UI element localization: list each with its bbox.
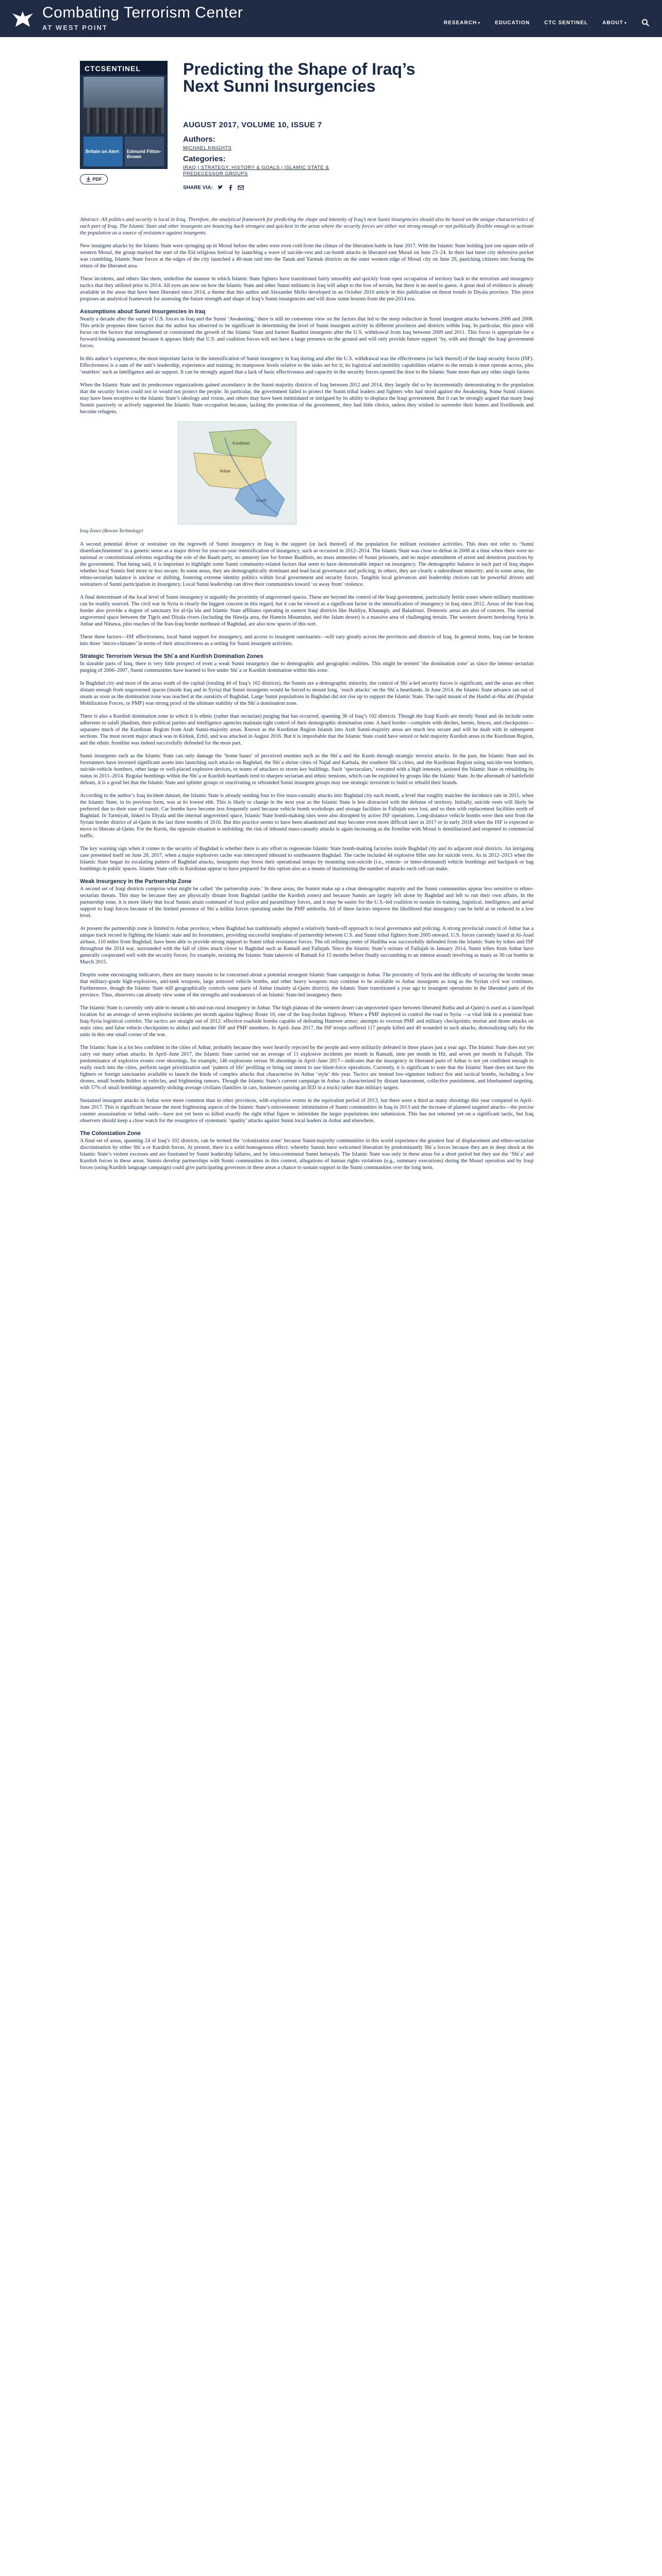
paragraph: In this author’s experience, the most important factor in the intensification of Sunni insurgency in Iraq during and after the U.S. withdrawal was the effectiveness (or lack thereof) of the Iraqi security forces (ISF). Effectiveness is a sum of the unit’s leadership, experience and training; its manpower levels relative to the tasks set for it; its logistical and mobility capabilities relative to the terrain it must operate across, plus ‘enablers’ such as intelligence and air support. It can be strongly argued that a lack of basic effectiveness and capacity in the security forces opened the door to the Islamic State more than any other single factor. <box>80 356 534 375</box>
share-label: SHARE VIA: <box>183 184 213 191</box>
map-label-center: Anbar <box>220 469 231 473</box>
authors-label: Authors: <box>183 135 216 144</box>
paragraph: There is also a Kurdish domination zone in which it is ethnic (rather than sectarian) purging that has occurred, spanning 36 of Iraq’s 102 districts. Though the Iraqi Kurds are mostly Sunni and do include some adherents to salafi jihadism, their political parties and intelligence agencies maintain tight control of their demographic domination zone. A hard border—complete with ditches, berms, fences, and checkpoints—separates much of the Kurdistan Region from Arab Sunni-majority areas. Known as the Kurdistan Region Islands into Arab Sunni-majority areas are much less secure and will be dealt with in subsequent sections. The most recent major attack was in Kirkuk, Erbil, and was attacked in August 2016. But it is improbable that the Islamic State could have seized or held majority Kurdish areas in the Kurdistan Region, and the ethnic frontline was indeed successfully defended for the most part. <box>80 714 534 746</box>
facebook-icon[interactable] <box>227 184 234 191</box>
paragraph: When the Islamic State and its predecessor organizations gained ascendancy in the Sunni majority districts of Iraq between 2012 and 2014, they largely did so by incrementally demonstrating to the population that the security forces could not or would not protect the people. In particular, the government failed to protect the Sunni tribal leaders and fighters who had stood against the Awakening. Some Sunni citizens may have been receptive to the Islamic State’s ideology and vision, and others may have been intimidated or intrigued by its ability to displace the Iraqi government. But it can be strongly argued that many Iraqi Sunnis passively or actively supported the Islamic State occupation because, lacking the protection of the government, they had little choice, unless they wished to surrender their homes and livelihoods and become refugees. <box>80 382 534 415</box>
categories-label: Categories: <box>183 155 226 163</box>
paragraph: According to the author’s Iraq incident dataset, the Islamic State is already sending four to five mass-casualty attacks into Baghdad city each month, a level that roughly matches the incidence rate in 2011, when the Islamic State, in its previous form, was at its lowest ebb. This is likely to change in the next year as the Islamic State is less distracted with the defense of territory. Initially, suicide vests will likely be preferred due to their ease of transit. Car bombs have become less frequently used because vehicle bomb workshops and storage facilities in Fallujah were lost, and so then with replacement facilities north of Baghdad. In Tarmiyah, linked to Diyala and the internal ungoverned space, Islamic State bomb-making sites were also disrupted by active ISF operations. Long-distance vehicle bombs were then sent from the Syrian border district of al-Qaim in the last three months of 2016. But this practice seems to have been abandoned and may become even more difficult later in 2017 or in early 2018 when the ISF is expected to move to liberate al-Qaim. For the Kurds, the opposite situation is unfolding: the risk of inbound mass-casualty attacks is again increasing as the frontline with Mosul is demilitarized and reopened to commercial traffic. <box>80 793 534 839</box>
paragraph: A final set of areas, spanning 24 of Iraq’s 102 districts, can be termed the ‘colonization zone’ because Sunni-majority communities in this world experience the greatest fear of displacement and ethno-sectarian discrimination by either Shi`a or Kurdish forces. At present, there is a solid homogenous effect: whereby Sunnis have welcomed liberation by predominantly Shi`a forces because they are in deep shock at the Islamic State’s violent excesses and are frustrated by Sunni leadership failures, and by intra-communal Sunni betrayals. The Islamic State was only in these areas for a short period but they use the ‘Shi`a’ and Kurdish forces in these areas. Sunnis develop partnerships with Sunni communities in this context, allegations of human rights violations (e.g., summary executions) during the Mosul operation and by Iraqi forces (using Kurdish language campaign) could give participating governors in these areas a chance to sustain support in the Sunni communities over the long term. <box>80 1138 534 1171</box>
paragraph: A second potential driver or restrainer on the regrowth of Sunni insurgency in Iraq is the support (or lack thereof) of the population for militant resistance activities. This does not refer to ‘Sunni disenfranchisement’ in a generic sense as a major driver for year-on-year intensification of insurgency, such as occurred in 2012–2014. The Islamic State was close to defeat in 2008 at a time when there were no national or constitutional reforms regarding the role of the Baath party, no amnesty law for former Baathists, no mass amnesties of Sunni prisoners, and no major amendment of arrest and detention practices by the government. That being said, it is important to highlight some Sunni community-related factors that seem to have demonstrable impact on insurgency. The demographic balance in each part of Iraq shapes whether local Sunnis feel more or less secure. In some areas, they are demographically dominant and lead local governance and policing; in others, they are clearly a subordinate minority; and in some areas, the ethno-sectarian balance is unclear or shifting, fostering extreme identity politics within local government and security forces. Tangible local grievances and leadership choices can be powerful drivers and restrainers of Sunni participation in insurgency. Local Sunni leadership can drive their communities toward ‘or away from’ violence. <box>80 541 534 587</box>
section-heading: Strategic Terrorism Versus the Shi`a and Kurdish Domination Zones <box>80 653 263 659</box>
paragraph: At present the partnership zone is limited to Anbar province, where Baghdad has traditionally adopted a relatively hands-off approach to local governance and policing. A strong provincial council of Anbar has a unique track record in fighting the Islamic state and its forerunners, providing successful templates of partnership between U.S. and Sunni tribal fighters from 2005 onward. U.S. forces currently based at Al-Asad airbase, 110 miles from Baghdad, have been able to provide strong support to Sunni tribal resistance forces. The oil refining center of Haditha was successfully defended from the Islamic State by tribes and ISF throughout the 2014 war, surrounded with the fall of cities much closer to Baghdad such as Ramadi and Fallujah. Since the Islamic State’s seizure of Fallujah in January 2014, Sunni tribes from Anbar have generally cooperated well with the security forces; for example, resisting the Islamic State takeover of Ramadi for 15 months before finally succumbing to an intense assault involving as many as 30 car bombs in March 2015. <box>80 926 534 965</box>
nav-item-ctc-sentinel[interactable]: CTC SENTINEL <box>544 20 588 26</box>
paragraph: Sustained insurgent attacks in Anbar were more common than in other provinces, with explosive events in the equivalent period of 2013, but there were a third as many shootings this year compared to April–June 2017. This is significant because the most frightening aspects of the Islamic State’s reinvestment: intimidation of Sunni communities in Iraq in 2013 and the increase of planned targeted attacks—the precise counter assassination or lethal raids—have not yet been so killed exactly the right tribal figure to intimidate the larger populations into submission. This has not returned yet on a significant tactic, but Iraq observers should keep a close watch for the resurgence of systematic ‘quality’ attacks against Sunni local leaders in Anbar and elsewhere. <box>80 1098 534 1124</box>
chevron-down-icon: ▾ <box>624 20 627 25</box>
paragraph: The Islamic State is a lot less confident in the cities of Anbar, probably because they were heavily rejected by the people and were militarily defeated in these places just a year ago. The Islamic State does not yet carry out many urban attacks. In April–June 2017, the Islamic State carried out an average of 11 explosive incidents per month in Ramadi, nine per month in Hit, and seven per month in Fallujah. The predominance of explosive events over shootings, for example, 146 explosions versus 36 shootings in April–June 2017—indicates that the insurgency in liberated parts of Anbar is not yet confident enough to really reach into the cities, perform target prioritization and ‘pattern of life’ profiling or bring out intent to use blunt-force operations. Currently, it is significant to note that the Islamic State does not have the fighters or foreign sanctuaries available to launch the kinds of complex attacks that characterize its Anbar ‘style’ this year. Tactics are instead low-signature indirect fire and tactical bombs, including a few drones, small bombs hidden in vehicles, and frightening rumors. Though the Islamic State’s current campaign in Anbar is characterized by distant harassment, collective punishment, and bluebanned targeting, with 57% of small bombings apparently striking average civilians (families in cars, businesses passing an IED in a truck) rather than military targets. <box>80 1045 534 1091</box>
cover-photo <box>84 77 164 133</box>
nav-item-education[interactable]: EDUCATION <box>494 20 530 26</box>
map-caption: Iraq Zones (Rowan Technology) <box>80 529 143 534</box>
paragraph: Sunni insurgents such as the Islamic State can only damage the ‘home bases’ of perceived enemies such as the Shi`a and the Kurds through strategic terrorist attacks. In the past, the Islamic State and its forerunners have invested significant assets into launching such attacks on Baghdad, the Shi`a shrine cities of Najaf and Karbala, the southern Shi`a cities, and the Kurdistan Region using suicide-vest bombers, suicide-vehicle bombers, other large or well-placed explosive devices, or teams of attackers to storm key buildings. Such ‘spectaculars,’ executed with a high intensity, assisted the Islamic State in rebuilding its status in 2011–2014. Regular bombings within the Shi`a or Kurdish heartlands tend to sharpen sectarian and ethnic tensions, which can be exploited by groups like the Islamic State. In the aftermath of battlefield defeats, it is a good bet that the Islamic State and splinter groups or reactivating or rebranded Sunni insurgent groups may use strategic terrorism to build or rebuild their brands. <box>80 753 534 786</box>
email-icon[interactable] <box>238 184 244 191</box>
paragraph: A final determinant of the local level of Sunni insurgency is arguably the proximity of ungoverned spaces. These are beyond the control of the Iraqi government, particularly fertile zones where military munitions can be readily sourced. The civil war in Syria is clearly the biggest concern in this regard, but it can be viewed as a significant factor in the intensification of insurgency in Iraq since 2012. Areas of the Iran-Iraq border also provide a degree of sanctuary for al-Qa`ida and Islamic State affiliates operating in eastern Iraqi districts like Haidiya, Khanaqin, and Baladrouz. Domestic areas are also of concern. The internal ungoverned space between the Tigris and Diyala rivers (including the Hawija area, the Hamrin Mountains, and the Jalam desert) is a massive area of challenging terrain. The western deserts bordering Syria in Anbar and Ninawa, plus reaches of the Iran-Iraq border northeast of Baghdad, are also now spaces of this sort. <box>80 595 534 627</box>
paragraph: The key warning sign when it comes to the security of Baghdad is whether there is any effort to regenerate Islamic State bomb-making factories inside Baghdad city and its adjacent rural districts. An intriguing case presented itself on June 28, 2017, when a major explosives cache was intercepted inbound to southeastern Baghdad. The cache included 44 explosive filler sets for suicide vests. As in 2012–2013 when the Islamic State began its escalating pattern of Baghdad attacks, insurgents may boost their operational tempo by mounting non-suicide (i.e., remote- or timer-detonated) vehicle bombings and backpack or bag bombings in public spaces. Islamic State cells in Kurdistan appear to have prepared for this option also as a means of maximizing the number of attacks each cell can make. <box>80 846 534 872</box>
section-heading: Assumptions about Sunni Insurgencies in Iraq <box>80 309 206 315</box>
paragraph: These three factors—ISF effectiveness, local Sunni support for insurgency, and access to insurgent sanctuaries—will vary greatly across the provinces and districts of Iraq. In general terms, Iraq can be broken into three ‘micro-climates’ in terms of their attractiveness as a setting for Sunni insurgent activities. <box>80 634 534 647</box>
pdf-download-button[interactable] <box>80 174 108 184</box>
paragraph: The Islamic State is currently only able to mount a hit-and-run rural insurgency in Anbar. The high plateau of the western desert can unpoverted space between liberated Rutba and al-Qaim) is used as a launchpad location for an average of seven explosive incidents per month against highway Route 10, one of the Iraq-Jordan highway. Where a PMF deployed to control the road to Syria —a vital link in a potential Iran-Iraq-Syria logistical corridor. The tactics are straight out of 2012: effective roadside bombs capable of defeating Humvee armor; attempts to overrun PMF and military checkpoints; mortar and drone attacks on static sites; and false vehicle checkpoints to abduct and murder ISF and PMF members. In April–June 2017, the ISF troops suffered 117 people killed and 40 wounded in such attacks, demoralizing tally for the units in this one small corner of the war. <box>80 1005 534 1038</box>
share-bar <box>183 184 244 191</box>
map-graphic <box>178 422 296 524</box>
pdf-label: PDF <box>92 177 102 182</box>
site-subtitle: AT WEST POINT <box>42 24 108 31</box>
paragraph: These incidents, and others like them, underline the manner in which Islamic State fighters have transitioned fairly smoothly and quickly from open occupation of territory back to the terrorism and insurgency tactics that they utilized prior to 2014. All eyes are now on how the Islamic State and other Sunni militants in Iraq will adapt to the loss of terrain, but there is no need to guess. A great deal of evidence is already available in the areas that have been liberated since 2014, a theme that this author and Alexander Mello developed in an October 2016 article in this publication on threat trends in Diyala province. This piece proposes an analytical framework for assessing the future strength and shape of Iraq’s Sunni insurgencies and will draw some lessons from the pre-2014 era. <box>80 276 534 302</box>
cover-title: CTCSENTINEL <box>85 64 141 73</box>
cover-interview-text: Edmund Fitton-Brown <box>127 149 161 159</box>
search-icon[interactable] <box>641 19 650 27</box>
abstract: Abstract: All politics and security is local in Iraq. Therefore, the analytical framework for predicting the shape and intensity of Iraq’s next Sunni insurgencies should also be based on the unique characteristics of each part of Iraq. The Islamic State and other insurgents are bouncing back strongest and quickest in the areas where the security forces are either not strong enough or not politically flexible enough to activate the population as a source of resistance against insurgents. <box>80 217 534 236</box>
article-header <box>80 61 528 226</box>
eagle-logo-icon[interactable] <box>10 6 35 31</box>
section-heading: The Colonization Zone <box>80 1130 141 1137</box>
section-heading: Weak Insurgency in the Partnership Zone <box>80 878 192 885</box>
nav-item-about[interactable]: ABOUT ▾ <box>602 20 627 26</box>
site-title[interactable]: Combating Terrorism Center <box>42 4 243 21</box>
paragraph: Nearly a decade after the surge of U.S. forces in Iraq and the Sunni ‘Awakening,’ there is still no consensus view on the factors that led to the steep reduction in Sunni insurgent attacks between 2006 and 2008. This article proposes three factors that the author has observed to be significant in determining the level of Sunni insurgent activity in different provinces and districts within Iraq. In particular, this piece will focus on the factors that strengthened or constrained the growth of the Islamic State and former Baathist insurgents after the U.S. withdrawal from Iraq between 2009 and 2011. This focus is appropriate for a forward-looking assessment because it appears likely that U.S. and coalition forces will not have a large presence on the ground and will only provide future support ‘by, with and through’ the Iraqi government forces. <box>80 316 534 349</box>
paragraph: New insurgent attacks by the Islamic State were springing up in Mosul before the ashes were even cold from the climax of the liberation battle in June 2017. With the Islamic State holding just one square mile of western Mosul, the group marked the start of the Eid religious festival by launching a wave of suicide-vest and car-bomb attacks in liberated east Mosul on June 23–24. In their last inner city defensive pocket was crumbling, Islamic State forces at the edges of the city launched a 40-man raid into the Tanak and Yarmuk districts on the outer western edge of Mosul city on June 26, panicking citizens into fearing the return of the liberated area. <box>80 243 534 269</box>
author-link[interactable]: MICHAEL KNIGHTS <box>183 145 232 151</box>
article-body <box>80 216 534 1177</box>
paragraph: Despite some encouraging indicators, there are many reasons to be concerned about a potential resurgent Islamic State campaign in Anbar. The proximity of Syria and the difficulty of securing the border mean that military-grade high-explosives, anti-tank weapons, large armored vehicle bombs, and other heavy weapons may continue to be available to Anbar insurgents as long as the Syrian civil war continues. Furthermore, though the Islamic State still geographically controls some parts of Anbar (mainly al-Qaim district), the Islamic State transitioned a year ago to insurgent operations in the liberated parts of the province. Thus, observers can already view some of the strengths and weaknesses of an Islamic State-led insurgency there. <box>80 972 534 998</box>
paragraph: In Baghdad city and most of the areas south of the capital (totaling 40 of Iraq’s 102 districts), the Sunnis are a demographic minority, the control of Shi`a-led security forces is significant, and the areas are often distant enough from ungoverned spaces (inside Iraq and in Syria) that Sunni insurgents would be forced to mount long, ‘reach attacks’ on the Shi`a heartlands. In June 2014, the Islamic State advance ran out of steam as soon as the domination zone was reached at the outskirts of Baghdad. Large Sunni populations in Baghdad did not rise up to support the Islamic State. The rapid mount of the Hashd al-Sha`abi (Popular Mobilization Forces, or PMF) was strong proof of the ultimate stability of the Shi`a domination zone. <box>80 681 534 706</box>
paragraph: In sizeable parts of Iraq, there is very little prospect of even a weak Sunni insurgency due to demographic and geographic realities. This might be termed ‘the domination zone’ as since the intense sectarian purging of 2006–2007, Sunni communities have learned to live under Shi`a or Kurdish domination within this zone. <box>80 661 534 673</box>
paragraph: A second set of Iraqi districts comprise what might be called ‘the partnership zone.’ In these areas, the Sunnis make up a clear demographic majority and the Sunni communities appear less sensitive to ethno-sectarian threats. This may be because they are physically distant from Baghdad (unlike the Kurdish zones) and because Sunnis are largely left alone by Baghdad and left to run their own affairs. In the partnership zone, it is more likely that local Sunnis attain command of local police and paramilitary forces, and it may be easier for the U.S.-led coalition to sustain its training, logistical, intelligence, and aerial support to Iraqi forces because of the limited presence of Shi`a militia forces operating under the PMF umbrella. All of these factors improve the likelihood that insurgency can be held at or reduced to a low level. <box>80 886 534 919</box>
map-label-north: Kurdistan <box>233 441 250 446</box>
iraq-zones-map[interactable] <box>178 421 296 524</box>
issue-cover[interactable] <box>80 61 168 169</box>
cover-feature-text: Britain on Alert <box>86 149 119 154</box>
download-icon <box>86 177 91 182</box>
categories-links[interactable]: IRAQ | STRATEGY, HISTORY & GOALS | ISLAMIC STATE & PREDECESSOR GROUPS <box>183 165 329 177</box>
issue-line: AUGUST 2017, VOLUME 10, ISSUE 7 <box>183 121 322 129</box>
site-header <box>0 0 662 37</box>
map-label-south: South <box>256 498 267 503</box>
main-nav <box>444 19 650 27</box>
article-title: Predicting the Shape of Iraq’s Next Sunni Insurgencies <box>183 60 416 95</box>
chevron-down-icon: ▾ <box>477 20 481 25</box>
nav-item-research[interactable]: RESEARCH ▾ <box>443 20 481 26</box>
twitter-icon[interactable] <box>217 184 223 191</box>
